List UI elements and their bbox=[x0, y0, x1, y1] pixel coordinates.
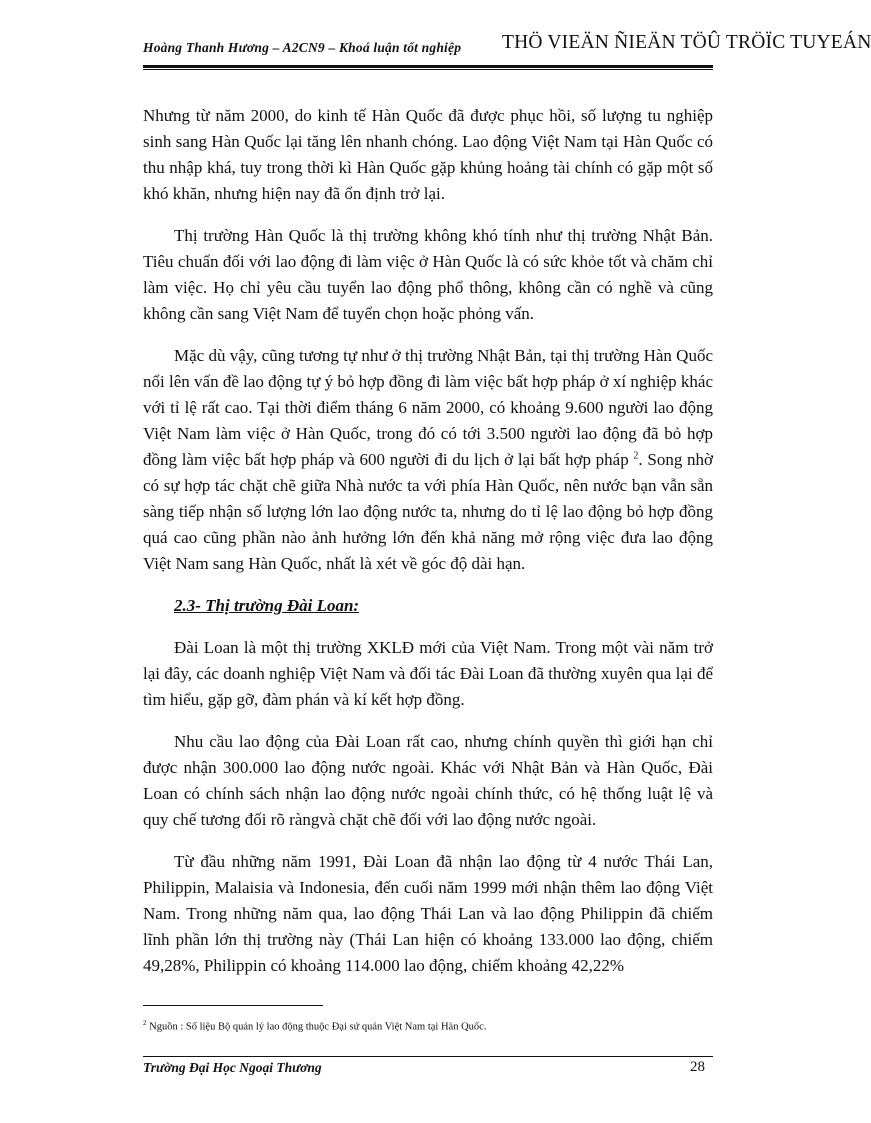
footer-divider bbox=[143, 1056, 713, 1057]
paragraph-3-text: Mặc dù vậy, cũng tương tự như ở thị trường Nhật Bản, tại thị trường Hàn Quốc nổi lên vấn đề lao động tự ý bỏ hợp đồng đi làm việc bất hợp pháp ở xí nghiệp khác với tỉ lệ rất cao. Tại thời điểm tháng 6 năm 2000, có khoảng 9.600 người lao động Việt Nam làm việc ở Hàn Quốc, trong đó có tới 3.500 người lao động đã bỏ hợp đồng làm việc bất hợp pháp và 600 người đi du lịch ở lại bất hợp pháp bbox=[143, 346, 713, 469]
page-header-right: THÖ VIEÄN ÑIEÄN TÖÛ TRÖÏC TUYEÁN bbox=[502, 32, 871, 53]
footnote-text: Nguồn : Số liệu Bộ quản lý lao động thuộc Đại sứ quán Việt Nam tại Hàn Quốc. bbox=[149, 1021, 487, 1033]
paragraph-3: Mặc dù vậy, cũng tương tự như ở thị trường Nhật Bản, tại thị trường Hàn Quốc nổi lên vấn đề lao động tự ý bỏ hợp đồng đi làm việc bất hợp pháp ở xí nghiệp khác với tỉ lệ rất cao. Tại thời điểm tháng 6 năm 2000, có khoảng 9.600 người lao động Việt Nam làm việc ở Hàn Quốc, trong đó có tới 3.500 người lao động đã bỏ hợp đồng làm việc bất hợp pháp và 600 người đi du lịch ở lại bất hợp pháp $^2$. Song nhờ có sự hợp tác chặt chẽ giữa Nhà nước ta với phía Hàn Quốc, nên nước bạn vẫn sẵn sàng tiếp nhận số lượng lớn lao động nước ta, nhưng do tỉ lệ lao động bỏ hợp đồng quá cao cũng phần nào ảnh hưởng lớn đến khả năng mở rộng việc đưa lao động Việt Nam sang Hàn Quốc, nhất là xét về góc độ dài hạn. bbox=[143, 346, 713, 573]
paragraph-3-continuation: Song nhờ có sự hợp tác chặt chẽ giữa Nhà nước ta với phía Hàn Quốc, nên nước bạn vẫn sẵn sàng tiếp nhận số lượng lớn lao động nước ta, nhưng do tỉ lệ lao động bỏ hợp đồng quá cao cũng phần nào ảnh hưởng lớn đến khả năng mở rộng việc đưa lao động Việt Nam sang Hàn Quốc, nhất là xét về góc độ dài hạn. bbox=[143, 450, 713, 573]
footnote-divider bbox=[143, 1005, 323, 1006]
page-header-left: Hoàng Thanh Hương – A2CN9 – Khoá luận tốt nghiệp bbox=[143, 40, 462, 55]
paragraph-1: Nhưng từ năm 2000, do kinh tế Hàn Quốc đã được phục hồi, số lượng tu nghiệp sinh sang Hàn Quốc lại tăng lên nhanh chóng. Lao động Việt Nam tại Hàn Quốc có thu nhập khá, tuy trong thời kì Hàn Quốc gặp khủng hoảng tài chính có gặp một số khó khăn, nhưng hiện nay đã ổn định trở lại. bbox=[143, 106, 713, 203]
page-number: 28 bbox=[690, 1059, 705, 1075]
footnote-number: 2 bbox=[143, 1019, 147, 1027]
header-divider-thin bbox=[143, 69, 713, 70]
footnote bbox=[143, 1019, 486, 1033]
header-divider bbox=[143, 65, 713, 68]
page-footer-left: Trường Đại Học Ngoại Thương bbox=[143, 1060, 322, 1075]
document-body bbox=[143, 103, 713, 995]
paragraph-2: Thị trường Hàn Quốc là thị trường không khó tính như thị trường Nhật Bản. Tiêu chuẩn đối với lao động đi làm việc ở Hàn Quốc là có sức khỏe tốt và chăm chỉ làm việc. Họ chỉ yêu cầu tuyển lao động phổ thông, không cần có nghề và cũng không cần sang Việt Nam để tuyển chọn hoặc phỏng vấn. bbox=[143, 226, 713, 323]
section-heading: 2.3- Thị trường Đài Loan: bbox=[174, 596, 360, 615]
paragraph-5: Nhu cầu lao động của Đài Loan rất cao, nhưng chính quyền thì giới hạn chỉ được nhận 300.000 lao động nước ngoài. Khác với Nhật Bản và Hàn Quốc, Đài Loan có chính sách nhận lao động nước ngoài chính thức, có hệ thống luật lệ và quy chế tương đối rõ ràngvà chặt chẽ đối với lao động nước ngoài. bbox=[143, 732, 713, 829]
footnote-reference: 2 bbox=[633, 450, 639, 462]
paragraph-4: Đài Loan là một thị trường XKLĐ mới của Việt Nam. Trong một vài năm trở lại đây, các doanh nghiệp Việt Nam và đối tác Đài Loan đã thường xuyên qua lại để tìm hiểu, gặp gỡ, đàm phán và kí kết hợp đồng. bbox=[143, 638, 713, 709]
paragraph-6: Từ đầu những năm 1991, Đài Loan đã nhận lao động từ 4 nước Thái Lan, Philippin, Malaisia và Indonesia, đến cuối năm 1999 mới nhận thêm lao động Việt Nam. Trong những năm qua, lao động Thái Lan và lao động Philippin đã chiếm lĩnh phần lớn thị trường này (Thái Lan hiện có khoảng 133.000 lao động, chiếm 49,28%, Philippin có khoảng 114.000 lao động, chiếm khoảng 42,22% bbox=[143, 852, 713, 975]
